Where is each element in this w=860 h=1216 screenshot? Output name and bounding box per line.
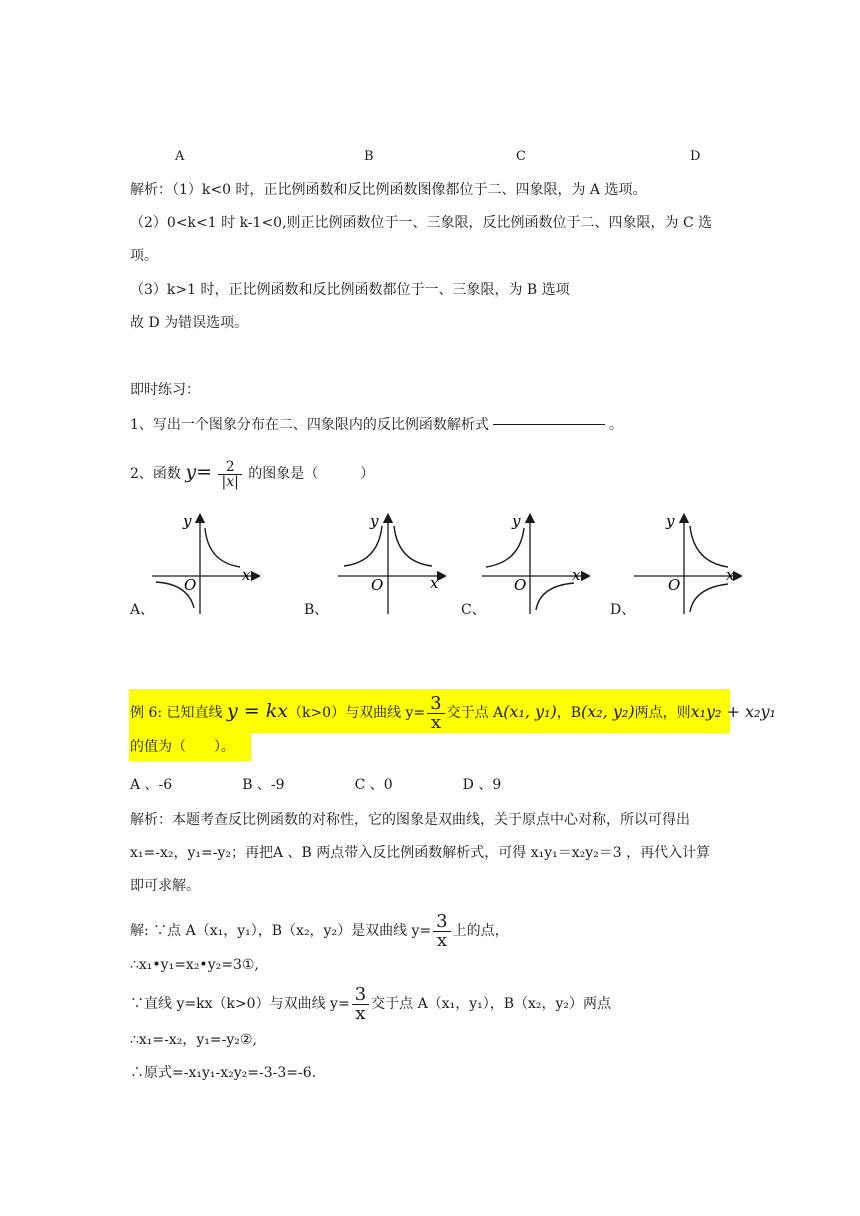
q2-numerator: 2 xyxy=(225,458,235,475)
practice-q2 xyxy=(130,455,374,491)
solution-s1-numerator: 3 xyxy=(436,910,448,932)
example6-expression: x₁y₂ + x₂y₁ xyxy=(690,702,776,721)
practice-q1-end: 。 xyxy=(608,417,623,433)
choice-label-a: A xyxy=(175,149,185,164)
x-axis-label: x xyxy=(430,574,439,592)
graph-option-c xyxy=(480,510,590,615)
graph-option-d xyxy=(632,510,742,615)
analysis1-line5: 故 D 为错误选项。 xyxy=(130,315,249,331)
example6-options: A 、-6 B 、-9 C 、0 D 、9 xyxy=(130,777,502,793)
solution-s3-denominator: x xyxy=(352,1004,369,1023)
q2-fraction xyxy=(218,460,241,489)
y-axis-label: y xyxy=(183,512,192,530)
example6-line2: 的值为（ ）。 xyxy=(130,739,235,755)
example6-denominator: x xyxy=(427,713,444,732)
solution-line5: ∴原式=-x₁y₁-x₂y₂=-3-3=-6. xyxy=(130,1065,317,1081)
solution-line1 xyxy=(130,912,509,950)
solution-s3-fraction xyxy=(352,983,369,1024)
graph-option-b xyxy=(336,510,446,615)
example6-numerator: 3 xyxy=(430,692,442,714)
graph-label-c: C、 xyxy=(461,602,486,618)
solution-s1-suffix: 上的点， xyxy=(452,923,509,939)
analysis1-line3: 项。 xyxy=(130,248,158,264)
x-axis-label: x xyxy=(726,566,735,584)
practice-q2-suffix: 的图象是（ ） xyxy=(248,466,375,482)
example6-part4: ，B xyxy=(556,705,582,721)
graph-option-a xyxy=(150,510,260,615)
curve-branch xyxy=(394,526,432,566)
analysis1-line2: （2）0<k<1 时 k-1<0,则正比例函数位于一、三象限，反比例函数位于二、四象限，为 C 选 xyxy=(130,215,713,231)
curve-branch xyxy=(690,526,728,567)
answer-blank[interactable] xyxy=(493,424,605,425)
analysis2-line2: x₁=-x₂，y₁=-y₂；再把A 、B 两点带入反比例函数解析式，可得 x₁y₁＝x₂y₂＝3 ，再代入计算 xyxy=(130,845,711,861)
y-axis-label: y xyxy=(370,512,379,530)
choice-label-c: C xyxy=(516,149,526,164)
analysis1-line1: 解析：（1）k<0 时，正比例函数和反比例函数图像都位于二、四象限，为 A 选项。 xyxy=(130,182,647,198)
curve-branch xyxy=(690,584,728,612)
origin-label: O xyxy=(668,576,681,594)
practice-q1 xyxy=(130,415,623,435)
example6-part2: （k>0）与双曲线 y= xyxy=(287,705,426,721)
x-axis-label: x xyxy=(242,566,251,584)
example6-point-b: (x₂, y₂) xyxy=(581,702,635,721)
solution-s3-suffix: 交于点 A（x₁，y₁），B（x₂，y₂）两点 xyxy=(371,996,612,1012)
example6-part5: 两点，则 xyxy=(634,705,691,721)
practice-q2-prefix: 2、函数 xyxy=(130,466,181,482)
analysis1-line4: （3）k>1 时，正比例函数和反比例函数都位于一、三象限，为 B 选项 xyxy=(130,282,570,298)
example6-line1 xyxy=(130,692,776,732)
example6-fraction xyxy=(427,692,444,733)
curve-branch xyxy=(205,528,240,567)
origin-label: O xyxy=(514,576,527,594)
q2-y: y xyxy=(185,461,197,483)
example6-part3: 交于点 A xyxy=(446,705,504,721)
graph-label-b: B、 xyxy=(304,602,329,618)
solution-s1-prefix: 解: ∵点 A（x₁，y₁），B（x₂，y₂）是双曲线 y= xyxy=(130,923,432,939)
solution-line4: ∴x₁=-x₂，y₁=-y₂②, xyxy=(130,1032,257,1048)
graph-label-a: A、 xyxy=(130,602,155,618)
q2-denominator: |x| xyxy=(218,474,241,489)
choice-label-d: D xyxy=(690,149,701,164)
example6-formula1: y = kx xyxy=(226,700,288,722)
solution-s3-numerator: 3 xyxy=(354,983,367,1005)
curve-branch xyxy=(536,583,574,610)
y-axis-label: y xyxy=(512,512,521,530)
practice-heading: 即时练习： xyxy=(130,382,200,398)
example6-part1: 例 6: 已知直线 xyxy=(130,705,223,721)
choice-label-b: B xyxy=(364,149,374,164)
solution-line2: ∴x₁•y₁=x₂•y₂=3①, xyxy=(130,957,259,973)
curve-branch xyxy=(486,528,524,567)
origin-label: O xyxy=(371,576,384,594)
analysis2-line3: 即可求解。 xyxy=(130,878,200,894)
graph-label-d: D、 xyxy=(610,602,636,618)
solution-s1-fraction xyxy=(433,910,450,951)
practice-q1-text: 1、写出一个图象分布在二、四象限内的反比例函数解析式 xyxy=(130,417,489,433)
curve-branch xyxy=(344,526,382,566)
q2-eq: = xyxy=(196,461,213,483)
example6-point-a: (x₁, y₁) xyxy=(503,702,557,721)
x-axis-label: x xyxy=(572,566,581,584)
origin-label: O xyxy=(184,576,197,594)
analysis2-line1: 解析：本题考查反比例函数的对称性，它的图象是双曲线，关于原点中心对称，所以可得出 xyxy=(130,812,690,828)
y-axis-label: y xyxy=(666,512,675,530)
solution-s1-denominator: x xyxy=(433,931,450,950)
solution-s3-prefix: ∵直线 y=kx（k>0）与双曲线 y= xyxy=(130,996,350,1012)
solution-line3 xyxy=(130,985,611,1023)
